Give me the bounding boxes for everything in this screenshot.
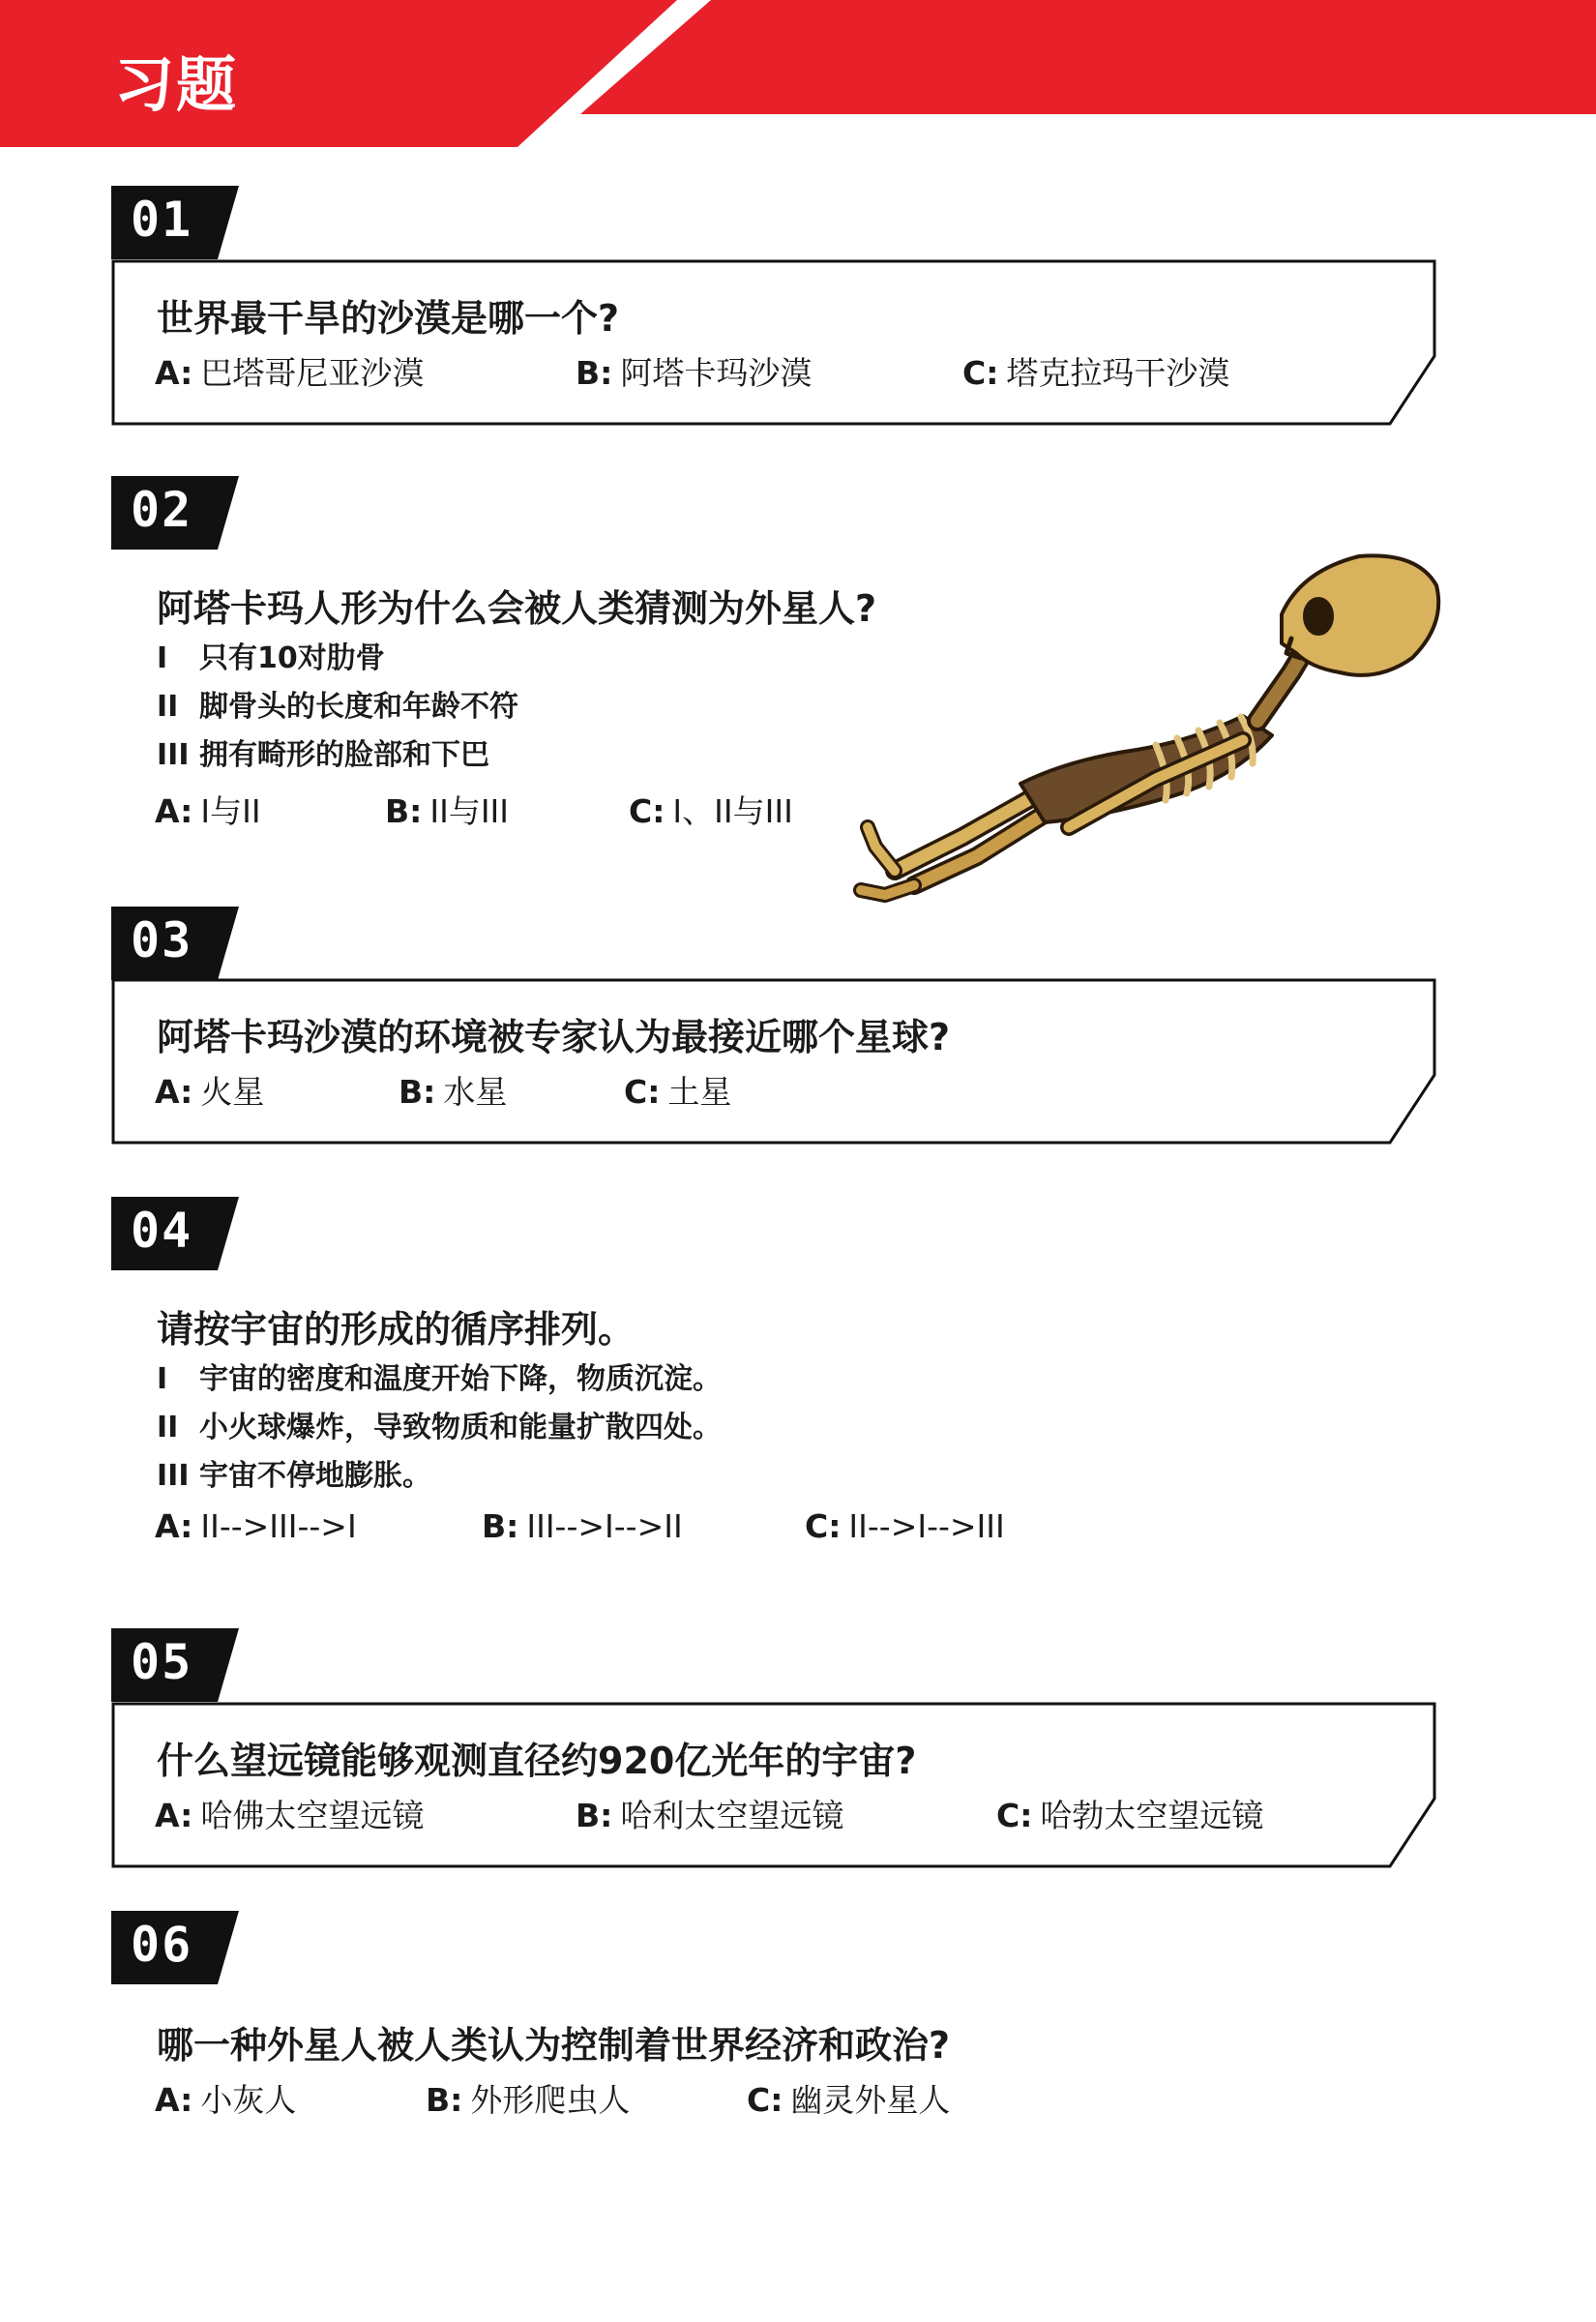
- question-number: 03: [131, 912, 193, 968]
- option-key: C:: [747, 2081, 783, 2119]
- question-box: [111, 259, 1436, 426]
- option-b[interactable]: [385, 787, 509, 832]
- option-key: A:: [155, 1073, 193, 1111]
- question-area: [111, 1986, 1436, 2153]
- question-text: 请按宇宙的形成的循序排列。: [157, 1308, 635, 1351]
- option-text: 阿塔卡玛沙漠: [620, 354, 813, 392]
- option-a[interactable]: [155, 1067, 264, 1113]
- option-c[interactable]: [629, 787, 793, 832]
- option-key: A:: [155, 1507, 193, 1545]
- option-c[interactable]: [996, 1791, 1263, 1836]
- question-number-tab: [111, 476, 239, 550]
- option-a[interactable]: [155, 787, 261, 832]
- option-a[interactable]: [155, 1791, 424, 1836]
- statement-text: 只有10对肋骨: [199, 641, 385, 675]
- statement-text: 宇宙的密度和温度开始下降，物质沉淀。: [199, 1362, 722, 1396]
- option-b[interactable]: [482, 1507, 683, 1545]
- statement-2: [157, 1403, 722, 1445]
- option-key: A:: [155, 1797, 193, 1834]
- option-key: C:: [962, 354, 999, 392]
- statement-numeral: III: [157, 1459, 190, 1493]
- option-text: I与II: [200, 792, 261, 830]
- statement-3: [157, 730, 489, 773]
- statement-text: 宇宙不停地膨胀。: [199, 1459, 431, 1493]
- option-text: 塔克拉玛干沙漠: [1006, 354, 1230, 392]
- option-a[interactable]: [155, 2075, 296, 2121]
- statement-1: [157, 1354, 722, 1397]
- question-number: 01: [131, 192, 193, 248]
- option-key: B:: [399, 1073, 436, 1111]
- option-text: II-->III-->I: [200, 1507, 357, 1545]
- option-key: B:: [385, 792, 423, 830]
- option-text: 哈勃太空望远镜: [1040, 1797, 1264, 1834]
- question-text: 什么望远镜能够观测直径约920亿光年的宇宙?: [157, 1740, 917, 1782]
- statement-3: [157, 1451, 431, 1494]
- question-box: [111, 978, 1436, 1145]
- question-text: 阿塔卡玛沙漠的环境被专家认为最接近哪个星球?: [157, 1016, 951, 1058]
- option-text: II-->I-->III: [848, 1507, 1005, 1545]
- option-text: 火星: [200, 1073, 265, 1111]
- option-c[interactable]: [747, 2075, 950, 2121]
- option-text: III-->I-->II: [526, 1507, 683, 1545]
- question-text: 阿塔卡玛人形为什么会被人类猜测为外星人?: [157, 587, 877, 630]
- question-box: [111, 1702, 1436, 1868]
- option-c[interactable]: [962, 348, 1229, 394]
- option-c[interactable]: [805, 1507, 1005, 1545]
- option-text: 哈利太空望远镜: [620, 1797, 844, 1834]
- question-number: 06: [131, 1917, 193, 1973]
- question-area: [111, 1270, 1436, 1599]
- question-number-tab: [111, 186, 239, 259]
- statement-numeral: I: [157, 641, 168, 675]
- statement-numeral: I: [157, 1362, 168, 1396]
- question-text: 哪一种外星人被人类认为控制着世界经济和政治?: [157, 2024, 951, 2067]
- question-number: 02: [131, 482, 193, 538]
- option-key: C:: [805, 1507, 842, 1545]
- option-text: 幽灵外星人: [790, 2081, 951, 2119]
- option-key: A:: [155, 2081, 193, 2119]
- question-number-tab: [111, 1628, 239, 1702]
- option-key: B:: [576, 354, 613, 392]
- statement-numeral: III: [157, 738, 190, 772]
- option-key: C:: [629, 792, 665, 830]
- option-key: B:: [426, 2081, 463, 2119]
- question-number-tab: [111, 1911, 239, 1984]
- option-key: A:: [155, 354, 193, 392]
- option-key: C:: [996, 1797, 1033, 1834]
- option-text: 外形爬虫人: [470, 2081, 631, 2119]
- option-b[interactable]: [576, 1791, 843, 1836]
- option-a[interactable]: [155, 348, 424, 394]
- option-key: A:: [155, 792, 193, 830]
- option-a[interactable]: [155, 1507, 357, 1545]
- option-b[interactable]: [399, 1067, 507, 1113]
- statement-1: [157, 634, 385, 676]
- option-b[interactable]: [426, 2075, 630, 2121]
- option-text: 小灰人: [200, 2081, 297, 2119]
- option-text: 哈佛太空望远镜: [200, 1797, 425, 1834]
- question-number-tab: [111, 907, 239, 980]
- option-c[interactable]: [624, 1067, 731, 1113]
- question-number-tab: [111, 1197, 239, 1270]
- option-text: I、II与III: [672, 792, 793, 830]
- option-key: C:: [624, 1073, 661, 1111]
- option-key: B:: [482, 1507, 519, 1545]
- option-text: 水星: [443, 1073, 508, 1111]
- statement-text: 脚骨头的长度和年龄不符: [199, 690, 518, 724]
- header-banner: [0, 0, 1596, 150]
- option-text: 巴塔哥尼亚沙漠: [200, 354, 425, 392]
- question-number: 05: [131, 1634, 193, 1690]
- question-text: 世界最干旱的沙漠是哪一个?: [157, 297, 620, 340]
- statement-text: 小火球爆炸，导致物质和能量扩散四处。: [199, 1411, 722, 1444]
- option-text: 土星: [667, 1073, 732, 1111]
- page-title: 习题: [114, 49, 239, 120]
- statement-text: 拥有畸形的脸部和下巴: [199, 738, 489, 772]
- option-b[interactable]: [576, 348, 812, 394]
- statement-2: [157, 682, 518, 725]
- statement-numeral: II: [157, 690, 179, 724]
- statement-numeral: II: [157, 1411, 179, 1444]
- question-number: 04: [131, 1203, 193, 1259]
- option-text: II与III: [429, 792, 510, 830]
- option-key: B:: [576, 1797, 613, 1834]
- skeleton-illustration: [817, 547, 1446, 914]
